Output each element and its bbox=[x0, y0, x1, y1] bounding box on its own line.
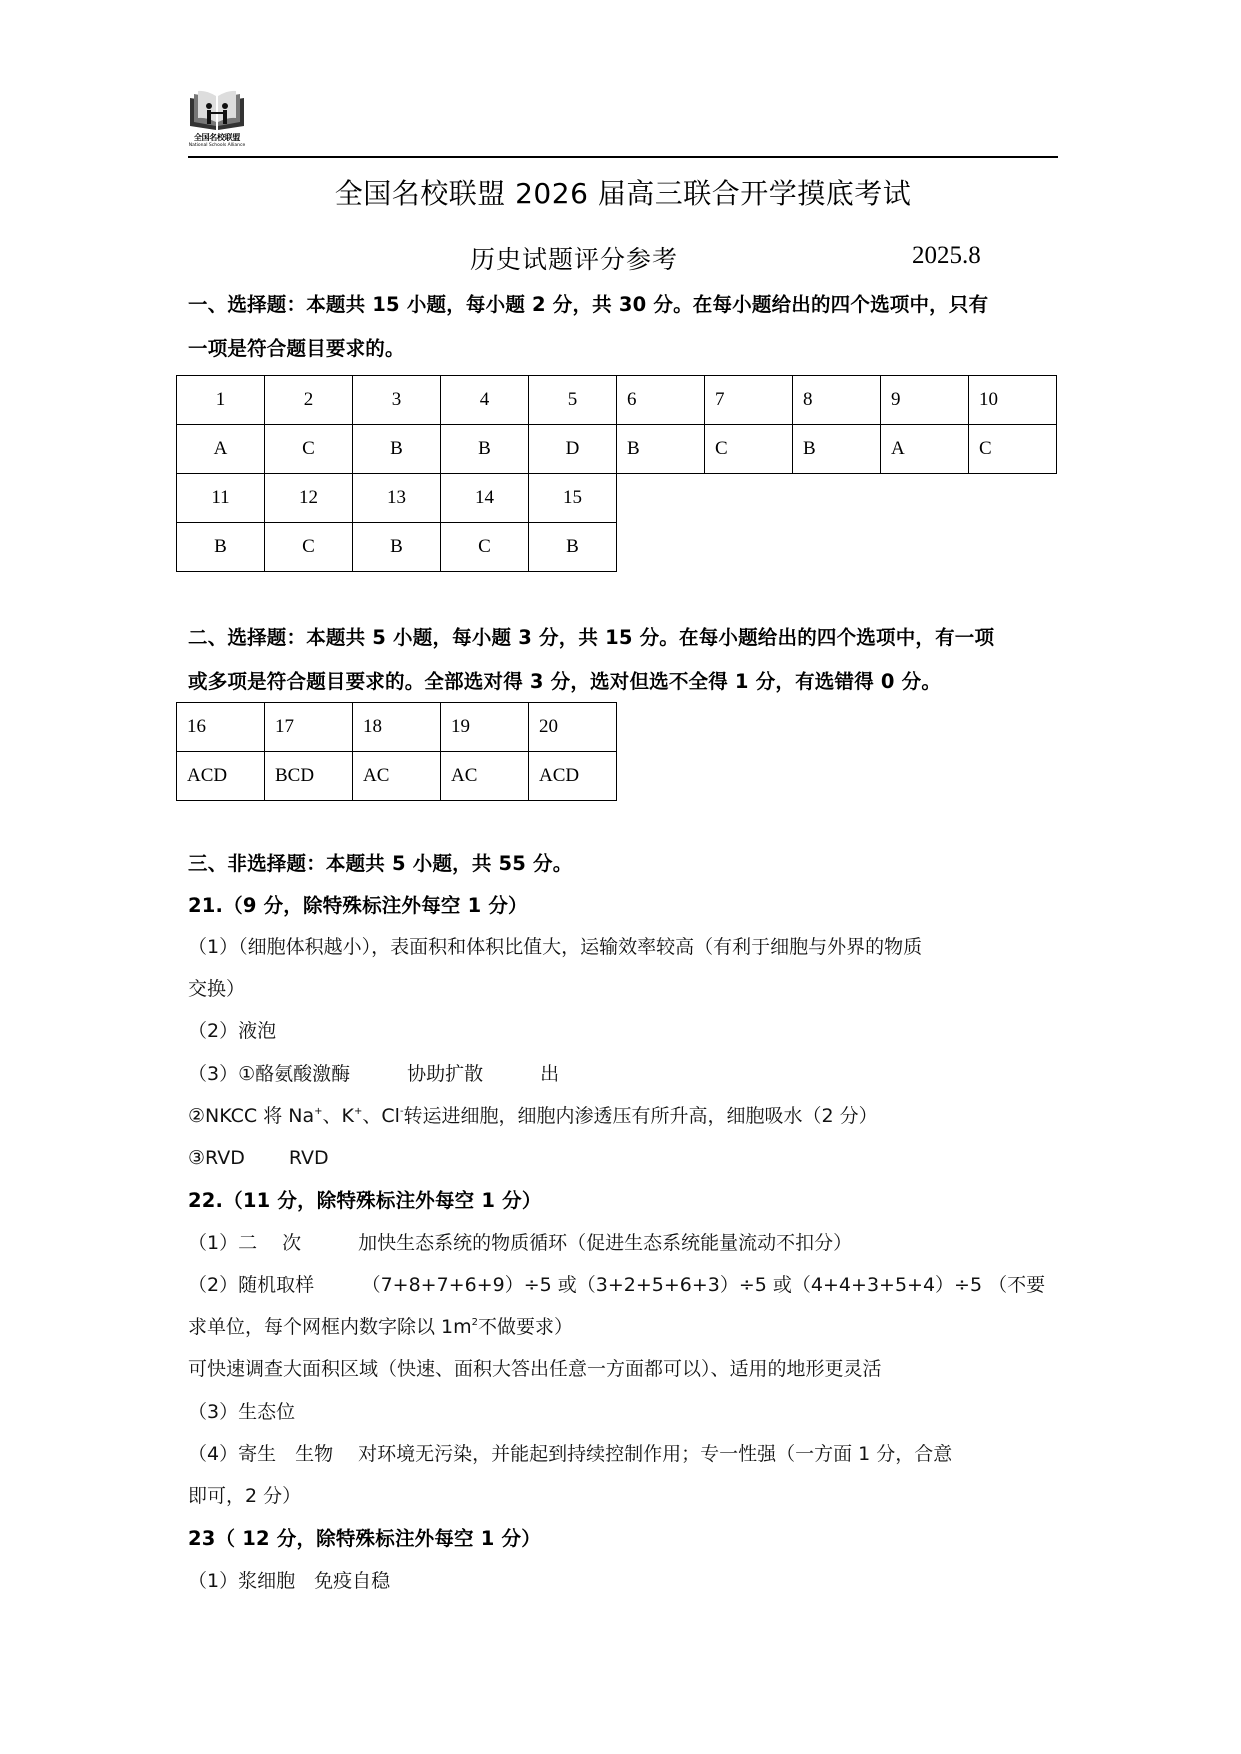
question-number: 2 bbox=[265, 376, 353, 425]
q21-p4-suffix: 转运进细胞，细胞内渗透压有所升高，细胞吸水（2 分） bbox=[403, 1105, 878, 1127]
question-number: 4 bbox=[441, 376, 529, 425]
answer-cell: D bbox=[529, 425, 617, 474]
question-number: 14 bbox=[441, 474, 529, 523]
q21-answer-1-line2: 交换） bbox=[188, 978, 246, 1000]
answer-cell: A bbox=[177, 425, 265, 474]
answer-cell: ACD bbox=[177, 752, 265, 801]
answer-cell: C bbox=[265, 425, 353, 474]
q21-p4-prefix: ②NKCC 将 Na bbox=[188, 1105, 315, 1127]
answer-cell: C bbox=[969, 425, 1057, 474]
table-row bbox=[177, 474, 1057, 523]
q22-answer-4: （4）寄生 生物 对环境无污染，并能起到持续控制作用；专一性强（一方面 1 分，合意 bbox=[188, 1443, 953, 1465]
table-row bbox=[177, 752, 617, 801]
answer-cell: B bbox=[353, 523, 441, 572]
q21-answer-1-line1: （1）（细胞体积越小），表面积和体积比值大，运输效率较高（有利于细胞与外界的物质 bbox=[188, 936, 923, 958]
question-number: 20 bbox=[529, 703, 617, 752]
question-number: 6 bbox=[617, 376, 705, 425]
q22-answer-4-cont: 即可，2 分） bbox=[188, 1485, 302, 1507]
exam-date: 2025.8 bbox=[912, 242, 981, 269]
question-number: 5 bbox=[529, 376, 617, 425]
question-number: 1 bbox=[177, 376, 265, 425]
q21-answer-3-part3: ③RVD RVD bbox=[188, 1147, 329, 1169]
q22-p3-prefix: 求单位，每个网框内数字除以 1m bbox=[188, 1316, 472, 1338]
question-number: 18 bbox=[353, 703, 441, 752]
question-number: 7 bbox=[705, 376, 793, 425]
question-number: 17 bbox=[265, 703, 353, 752]
answer-cell: C bbox=[265, 523, 353, 572]
q21-p4-mid2: 、Cl bbox=[362, 1105, 400, 1127]
question-number: 9 bbox=[881, 376, 969, 425]
question-number: 10 bbox=[969, 376, 1057, 425]
answer-cell: BCD bbox=[265, 752, 353, 801]
q21-answer-3: （3）①酪氨酸激酶 协助扩散 出 bbox=[188, 1063, 560, 1085]
section1-heading-line1: 一、选择题：本题共 15 小题，每小题 2 分，共 30 分。在每小题给出的四个选项中，只有 bbox=[188, 293, 989, 316]
q22-answer-3: （3）生态位 bbox=[188, 1401, 296, 1423]
empty-cell bbox=[617, 474, 1057, 523]
question-number: 3 bbox=[353, 376, 441, 425]
question-number: 19 bbox=[441, 703, 529, 752]
q21-heading: 21.（9 分，除特殊标注外每空 1 分） bbox=[188, 894, 528, 917]
answer-cell: ACD bbox=[529, 752, 617, 801]
question-number: 15 bbox=[529, 474, 617, 523]
q22-answer-2-extra: 可快速调查大面积区域（快速、面积大答出任意一方面都可以）、适用的地形更灵活 bbox=[188, 1358, 882, 1380]
answer-cell: C bbox=[705, 425, 793, 474]
answer-cell: A bbox=[881, 425, 969, 474]
q23-heading: 23（ 12 分，除特殊标注外每空 1 分） bbox=[188, 1527, 541, 1550]
q22-p3-suffix: 不做要求） bbox=[478, 1316, 574, 1338]
square-exponent: 2 bbox=[471, 1317, 479, 1328]
section1-answer-table bbox=[176, 375, 1057, 572]
section3-heading: 三、非选择题：本题共 5 小题，共 55 分。 bbox=[188, 852, 573, 875]
document-subtitle: 历史试题评分参考 bbox=[470, 245, 679, 274]
q22-answer-2: （2）随机取样 （7+8+7+6+9）÷5 或（3+2+5+6+3）÷5 或（4+4+3+5+4）÷5 （不要 bbox=[188, 1274, 1046, 1296]
table-row bbox=[177, 523, 1057, 572]
question-number: 12 bbox=[265, 474, 353, 523]
answer-cell: AC bbox=[353, 752, 441, 801]
alliance-logo bbox=[186, 88, 248, 156]
q21-p4-mid1: 、K bbox=[322, 1105, 354, 1127]
q21-answer-3-part2 bbox=[188, 1101, 878, 1128]
exam-title: 全国名校联盟 2026 届高三联合开学摸底考试 bbox=[334, 177, 912, 210]
question-number: 13 bbox=[353, 474, 441, 523]
answer-cell: C bbox=[441, 523, 529, 572]
table-row bbox=[177, 425, 1057, 474]
q23-answer-1: （1）浆细胞 免疫自稳 bbox=[188, 1570, 391, 1592]
q22-heading: 22.（11 分，除特殊标注外每空 1 分） bbox=[188, 1189, 542, 1212]
question-number: 11 bbox=[177, 474, 265, 523]
logo-chinese-text: 全国名校联盟 bbox=[193, 133, 241, 142]
open-book-icon bbox=[186, 88, 248, 132]
answer-cell: B bbox=[177, 523, 265, 572]
section2-heading-line1: 二、选择题：本题共 5 小题，每小题 3 分，共 15 分。在每小题给出的四个选项中，有一项 bbox=[188, 626, 995, 649]
table-row bbox=[177, 703, 617, 752]
q22-answer-2-cont bbox=[188, 1312, 573, 1339]
answer-cell: B bbox=[617, 425, 705, 474]
section2-answer-table bbox=[176, 702, 617, 801]
empty-cell bbox=[617, 523, 1057, 572]
question-number: 8 bbox=[793, 376, 881, 425]
section2-heading-line2: 或多项是符合题目要求的。全部选对得 3 分，选对但选不全得 1 分，有选错得 0 分。 bbox=[188, 670, 942, 693]
answer-cell: B bbox=[793, 425, 881, 474]
answer-cell: B bbox=[529, 523, 617, 572]
chloride-charge: - bbox=[399, 1106, 404, 1117]
q22-answer-1: （1）二 次 加快生态系统的物质循环（促进生态系统能量流动不扣分） bbox=[188, 1232, 853, 1254]
answer-cell: B bbox=[353, 425, 441, 474]
table-row bbox=[177, 376, 1057, 425]
sodium-charge: + bbox=[314, 1106, 323, 1117]
answer-cell: AC bbox=[441, 752, 529, 801]
q21-answer-2: （2）液泡 bbox=[188, 1020, 277, 1042]
potassium-charge: + bbox=[354, 1106, 363, 1117]
header-rule bbox=[188, 156, 1058, 158]
answer-cell: B bbox=[441, 425, 529, 474]
section1-heading-line2: 一项是符合题目要求的。 bbox=[188, 337, 405, 360]
logo-english-text: National Schools Alliance bbox=[188, 143, 246, 148]
question-number: 16 bbox=[177, 703, 265, 752]
